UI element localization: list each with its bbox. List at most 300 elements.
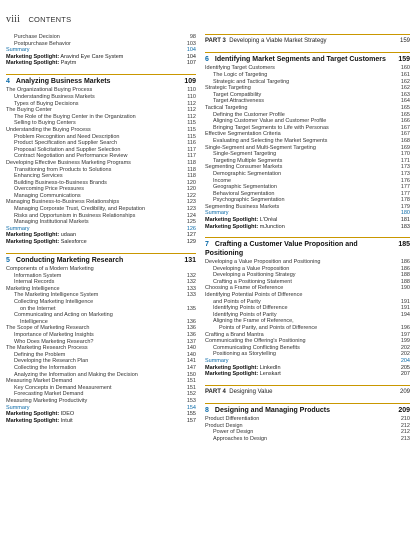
toc-subsection-entry[interactable] — [205, 266, 410, 273]
toc-subsection-entry[interactable] — [6, 101, 196, 108]
page-ref: 173 — [400, 170, 410, 177]
toc-subsection-entry[interactable] — [6, 292, 196, 299]
spotlight-label: Marketing Spotlight: — [205, 217, 259, 224]
page-ref: 116 — [187, 140, 196, 147]
page-ref: 210 — [400, 416, 410, 423]
page-ref: 118 — [187, 159, 196, 166]
toc-subsection-entry[interactable] — [205, 72, 410, 79]
entry-title: Evaluating and Selecting the Market Segments — [213, 137, 328, 144]
entry-title: Communicating and Acting on Marketing — [14, 312, 113, 319]
entry-title: Contract Negotiation and Performance Review — [14, 153, 128, 160]
chapter-title — [6, 257, 180, 265]
spotlight-title: L'Oréal — [259, 217, 278, 224]
toc-subsection-entry[interactable] — [205, 151, 410, 158]
entry-title: Key Concepts in Demand Measurement — [14, 384, 112, 391]
page-ref: 98 — [189, 34, 196, 40]
page-ref: 186 — [400, 259, 410, 266]
entry-title: Managing Institutional Markets — [14, 219, 89, 226]
page-ref: 177 — [400, 184, 410, 191]
toc-section-entry[interactable] — [6, 160, 196, 167]
entry-title: The Organizational Buying Process — [6, 87, 93, 94]
page-ref: 110 — [187, 93, 196, 100]
chapter-heading[interactable] — [205, 403, 410, 415]
chapter-title — [6, 78, 180, 86]
toc-subsection-entry[interactable] — [205, 171, 410, 178]
spotlight-label: Marketing Spotlight: — [6, 239, 60, 246]
page-ref: 104 — [186, 53, 196, 60]
toc-subsection-entry[interactable] — [205, 351, 410, 358]
spotlight-label: Marketing Spotlight: — [6, 411, 60, 418]
page-ref: 204 — [400, 357, 410, 364]
part-heading[interactable] — [205, 385, 410, 396]
spotlight-title: Salesforce — [60, 239, 87, 246]
entry-title: Developing a Value Proposition and Positioning — [205, 259, 321, 266]
marketing-spotlight-entry[interactable] — [6, 239, 196, 246]
marketing-spotlight-entry[interactable] — [205, 371, 410, 378]
spotlight-label: Marketing Spotlight: — [205, 223, 259, 230]
entry-title: Intelligence — [20, 318, 48, 325]
entry-title: Defining the Customer Profile — [213, 111, 285, 118]
summary-entry[interactable] — [205, 210, 410, 217]
page-ref: 122 — [186, 192, 196, 199]
chapter-title-text: Analyzing Business Markets — [15, 77, 111, 85]
chapter-heading[interactable] — [205, 52, 410, 64]
page-ref: 194 — [400, 311, 410, 318]
chapter-title — [205, 241, 394, 258]
spotlight-label: Marketing Spotlight: — [6, 60, 60, 67]
toc-subsection-entry[interactable] — [6, 134, 196, 141]
toc-subsection-entry[interactable] — [6, 186, 196, 193]
entry-title: Information System — [14, 272, 62, 279]
toc-subsection-entry[interactable] — [6, 213, 196, 220]
entry-title: Geographic Segmentation — [213, 184, 277, 191]
page-ref: 163 — [400, 91, 410, 98]
page-ref: 161 — [400, 72, 410, 78]
toc-subsection-entry[interactable] — [205, 178, 410, 185]
page-ref: 183 — [400, 223, 410, 230]
page-ref: 120 — [186, 186, 196, 193]
toc-subsection-entry[interactable] — [205, 272, 410, 279]
entry-title: Power of Design — [213, 429, 254, 436]
toc-subsection-entry[interactable] — [6, 147, 196, 154]
page-ref: 147 — [186, 364, 196, 371]
toc-section-entry[interactable] — [205, 292, 410, 299]
page-ref: 133 — [186, 292, 196, 299]
toc-section-entry[interactable] — [205, 164, 410, 171]
toc-section-entry[interactable] — [205, 332, 410, 339]
toc-subsection-entry[interactable] — [205, 92, 410, 99]
toc-section-entry[interactable] — [6, 286, 196, 293]
chapter-heading[interactable] — [205, 237, 410, 258]
toc-subsection-entry[interactable] — [6, 219, 196, 226]
part-title — [205, 38, 327, 45]
toc-subsection-entry[interactable] — [6, 193, 196, 200]
page-ref: 165 — [400, 111, 410, 118]
marketing-spotlight-entry[interactable] — [6, 411, 196, 418]
toc-subsection-entry[interactable] — [6, 94, 196, 101]
toc-subsection-entry[interactable] — [205, 279, 410, 286]
page-ref: 171 — [400, 157, 410, 164]
page-ref: 186 — [400, 265, 410, 272]
entry-title: Identifying Target Customers — [205, 65, 275, 72]
toc-subsection-entry[interactable] — [6, 365, 196, 372]
page-ref: 199 — [400, 338, 410, 345]
page-ref: 157 — [186, 417, 196, 424]
page-ref: 132 — [186, 279, 196, 286]
entry-title: Bringing Target Segments to Life with Personas — [213, 124, 329, 131]
page-ref: 159 — [398, 56, 410, 63]
page-ref: 202 — [400, 351, 410, 358]
toc-section-entry[interactable] — [205, 259, 410, 266]
toc-subsection-entry[interactable] — [6, 372, 196, 379]
marketing-spotlight-entry[interactable] — [6, 60, 196, 67]
toc-subsection-entry[interactable] — [205, 138, 410, 145]
entry-title: Developing Effective Business Marketing Programs — [6, 159, 131, 166]
toc-subsection-entry[interactable] — [6, 319, 196, 326]
page-ref: 127 — [186, 232, 196, 239]
page-ref: 191 — [400, 298, 410, 305]
page-ref: 162 — [400, 85, 410, 92]
page-ref: 173 — [400, 164, 410, 171]
entry-title: The Role of the Buying Center in the Organization — [14, 113, 136, 120]
page-ref: 202 — [400, 344, 410, 351]
entry-title: Identifying Points of Parity — [213, 311, 277, 318]
entry-title: Segmenting Consumer Markets — [205, 164, 283, 171]
entry-title: Problem Recognition and Need Description — [14, 133, 120, 140]
part-label: PART 4 — [205, 388, 226, 395]
page-ref: 209 — [398, 406, 410, 414]
page-ref: 117 — [187, 153, 196, 160]
entry-title: Demographic Segmentation — [213, 170, 282, 177]
chapter-number: 6 — [205, 56, 209, 63]
entry-title: Managing Communications — [14, 192, 81, 199]
entry-title: Effective Segmentation Criteria — [205, 131, 281, 138]
entry-title: Strategic Targeting — [205, 85, 251, 92]
chapter-number: 8 — [205, 406, 209, 414]
toc-subsection-entry[interactable] — [6, 385, 196, 392]
page-ref: 185 — [398, 241, 410, 249]
page-ref: 123 — [186, 199, 196, 206]
entry-title: Forecasting Market Demand — [14, 391, 84, 398]
page-ref: 168 — [400, 137, 410, 144]
page-ref: 167 — [400, 124, 410, 131]
page-ref: 190 — [400, 285, 410, 292]
toc-section-entry[interactable] — [6, 266, 196, 273]
toc-subsection-entry[interactable] — [6, 140, 196, 147]
page-ref: 151 — [186, 378, 196, 385]
entry-title: Targeting Multiple Segments — [213, 157, 283, 164]
entry-title: Identifying Points of Difference — [213, 305, 288, 312]
toc-subsection-entry[interactable] — [6, 167, 196, 174]
page-ref: 107 — [186, 60, 196, 67]
chapter-title-text: Conducting Marketing Research — [15, 256, 124, 264]
chapter-number: 7 — [205, 241, 209, 249]
entry-title: Tactical Targeting — [205, 104, 248, 111]
entry-title: Crafting a Brand Mantra — [205, 331, 264, 338]
toc-subsection-entry[interactable] — [6, 120, 196, 127]
page-ref: 115 — [187, 126, 196, 133]
toc-section-entry[interactable] — [205, 423, 410, 430]
page-ref: 177 — [400, 190, 410, 197]
toc-left-column — [6, 34, 196, 424]
spotlight-title: Paytm — [60, 60, 77, 67]
page-ref: 117 — [187, 146, 196, 153]
entry-title: Communicating the Offering's Positioning — [205, 338, 306, 345]
page-ref: 179 — [400, 203, 410, 210]
entry-title: Product Specification and Supplier Search — [14, 140, 118, 147]
page-ref: 169 — [400, 144, 410, 151]
toc-section-entry[interactable] — [205, 65, 410, 72]
page-ref: 140 — [186, 345, 196, 352]
toc-subsection-entry[interactable] — [6, 312, 196, 319]
entry-title: Strategic and Tactical Targeting — [213, 78, 290, 85]
toc-subsection-entry[interactable] — [6, 114, 196, 121]
part-title-text: Developing a Viable Market Strategy — [229, 38, 327, 44]
entry-title: Proposal Solicitation and Supplier Selection — [14, 146, 121, 153]
toc-subsection-entry[interactable] — [6, 391, 196, 398]
spotlight-title: mJunction — [259, 223, 285, 230]
page-ref: 209 — [399, 388, 410, 395]
page-ref: 197 — [400, 331, 410, 338]
marketing-spotlight-entry[interactable] — [205, 365, 410, 372]
entry-title: Measuring Marketing Productivity — [6, 397, 88, 404]
toc-subsection-entry[interactable] — [205, 305, 410, 312]
entry-title: Importance of Marketing Insights — [14, 331, 94, 338]
toc-subsection-entry[interactable] — [205, 118, 410, 125]
entry-title: Purchase Decision — [14, 34, 60, 40]
page-ref: 196 — [400, 325, 410, 331]
toc-subsection-entry[interactable] — [205, 318, 410, 325]
toc-subsection-entry[interactable] — [6, 273, 196, 280]
spotlight-label: Marketing Spotlight: — [6, 53, 60, 60]
chapter-title — [205, 407, 394, 415]
entry-title: Product Design — [205, 422, 243, 429]
page-ref: 154 — [186, 404, 196, 411]
marketing-spotlight-entry[interactable] — [205, 217, 410, 224]
page-ref: 166 — [400, 118, 410, 125]
page-header — [6, 14, 71, 25]
entry-title: Aligning the Frame of Reference, — [213, 318, 294, 325]
chapter-heading[interactable] — [6, 74, 196, 86]
spotlight-label: Marketing Spotlight: — [205, 371, 259, 378]
toc-right-column — [205, 34, 410, 443]
summary-entry[interactable] — [205, 358, 410, 365]
page-ref: 162 — [400, 78, 410, 85]
toc-subsection-entry[interactable] — [205, 184, 410, 191]
entry-title: Summary — [6, 404, 30, 411]
page-ref: 155 — [186, 411, 196, 418]
chapter-title-text: Crafting a Customer Value Proposition and Positioning — [205, 241, 358, 257]
toc-subsection-entry[interactable] — [205, 98, 410, 105]
page-ref: 153 — [186, 397, 196, 404]
entry-title: Summary — [205, 357, 229, 364]
chapter-title-text: Identifying Market Segments and Target Customers — [214, 56, 386, 63]
page-ref: 150 — [186, 371, 196, 378]
page-ref: 140 — [186, 351, 196, 358]
toc-subsection-entry[interactable] — [6, 358, 196, 365]
entry-title: The Logic of Targeting — [213, 72, 268, 78]
toc-section-entry[interactable] — [205, 285, 410, 292]
toc-subsection-entry[interactable] — [205, 312, 410, 319]
entry-title: Measuring Market Demand — [6, 378, 73, 385]
toc-section-entry[interactable] — [205, 85, 410, 92]
entry-title: Enhancing Services — [14, 173, 63, 180]
entry-title: Choosing a Frame of Reference — [205, 285, 284, 292]
page-ref: 170 — [400, 151, 410, 158]
toc-subsection-entry[interactable] — [6, 332, 196, 339]
toc-section-entry[interactable] — [6, 325, 196, 332]
running-head: CONTENTS — [28, 15, 72, 24]
toc-section-entry[interactable] — [6, 345, 196, 352]
page-ref: 126 — [186, 225, 196, 232]
page-ref: 188 — [400, 272, 410, 279]
toc-subsection-entry[interactable] — [205, 191, 410, 198]
part-label: PART 3 — [205, 38, 226, 44]
toc-subsection-entry[interactable] — [6, 306, 196, 313]
page-ref: 129 — [186, 239, 196, 246]
spotlight-title: Aravind Eye Care System — [60, 53, 124, 60]
toc-section-entry[interactable] — [205, 145, 410, 152]
marketing-spotlight-entry[interactable] — [6, 232, 196, 239]
page-ref: 118 — [187, 166, 196, 173]
toc-section-entry[interactable] — [6, 398, 196, 405]
chapter-heading[interactable] — [6, 253, 196, 265]
part-heading[interactable] — [205, 34, 410, 45]
marketing-spotlight-entry[interactable] — [6, 54, 196, 61]
toc-subsection-entry[interactable] — [205, 197, 410, 204]
page-ref: 118 — [187, 173, 196, 180]
page-ref: 112 — [187, 100, 196, 107]
summary-entry[interactable] — [6, 47, 196, 54]
toc-subsection-entry[interactable] — [205, 112, 410, 119]
toc-subsection-entry[interactable] — [6, 279, 196, 286]
toc-subsection-entry[interactable] — [205, 325, 410, 332]
entry-title: Summary — [205, 210, 229, 217]
toc-subsection-entry[interactable] — [205, 79, 410, 86]
toc-section-entry[interactable] — [205, 416, 410, 423]
toc-section-entry[interactable] — [205, 131, 410, 138]
marketing-spotlight-entry[interactable] — [6, 418, 196, 425]
page-ref: 212 — [400, 429, 410, 436]
toc-section-entry[interactable] — [6, 87, 196, 94]
toc-subsection-entry[interactable] — [6, 339, 196, 346]
toc-subsection-entry[interactable] — [205, 436, 410, 443]
entry-title: Collecting the Information — [14, 364, 77, 371]
page-ref: 125 — [186, 219, 196, 226]
entry-title: Building Business-to-Business Brands — [14, 179, 107, 186]
toc-section-entry[interactable] — [6, 378, 196, 385]
toc-subsection-entry[interactable] — [205, 345, 410, 352]
toc-section-entry[interactable] — [205, 338, 410, 345]
entry-title: Developing the Research Plan — [14, 358, 89, 365]
page-ref: 109 — [184, 77, 196, 85]
page-ref: 136 — [186, 325, 196, 332]
page-ref: 213 — [400, 435, 410, 442]
toc-subsection-entry[interactable] — [6, 206, 196, 213]
entry-title: Single-Segment Targeting — [213, 151, 277, 158]
toc-subsection-entry[interactable] — [205, 429, 410, 436]
page-ref: 167 — [400, 131, 410, 138]
entry-title: Marketing Intelligence — [6, 285, 60, 292]
toc-subsection-entry[interactable] — [6, 173, 196, 180]
toc-section-entry[interactable] — [6, 199, 196, 206]
part-title — [205, 389, 273, 396]
summary-entry[interactable] — [6, 226, 196, 233]
entry-title: Target Attractiveness — [213, 98, 265, 105]
summary-entry[interactable] — [6, 405, 196, 412]
page-ref: 136 — [186, 331, 196, 338]
page-ref: 131 — [184, 256, 196, 264]
toc-section-entry[interactable] — [205, 204, 410, 211]
entry-title: Selling to Buying Centers — [14, 120, 76, 127]
page-ref: 137 — [186, 338, 196, 345]
entry-title: Identifying Potential Points of Difference — [205, 292, 303, 299]
page-ref: 104 — [186, 47, 196, 54]
entry-title: Managing Corporate Trust, Credibility, and Reputation — [14, 206, 146, 213]
entry-title: Transitioning from Products to Solutions — [14, 166, 112, 173]
spotlight-title: IDEO — [60, 411, 75, 418]
entry-title: Approaches to Design — [213, 435, 268, 442]
spotlight-title: Lenskart — [259, 371, 281, 378]
spotlight-label: Marketing Spotlight: — [205, 364, 259, 371]
chapter-number: 4 — [6, 77, 10, 85]
spotlight-title: LinkedIn — [259, 364, 281, 371]
entry-title: Single-Segment and Multi-Segment Targeting — [205, 144, 316, 151]
toc-subsection-entry[interactable] — [205, 158, 410, 165]
entry-title: Defining the Problem — [14, 351, 66, 358]
toc-subsection-entry[interactable] — [6, 299, 196, 306]
entry-title: Who Does Marketing Research? — [14, 338, 94, 345]
toc-subsection-entry[interactable] — [6, 41, 196, 48]
page-ref: 112 — [187, 113, 196, 120]
toc-subsection-entry[interactable] — [6, 34, 196, 41]
toc-subsection-entry[interactable] — [205, 299, 410, 306]
toc-section-entry[interactable] — [6, 127, 196, 134]
entry-title: Points of Parity, and Points of Difference — [219, 325, 318, 331]
toc-section-entry[interactable] — [205, 105, 410, 112]
page-ref: 165 — [400, 104, 410, 111]
entry-title: Understanding the Buying Process — [6, 126, 91, 133]
entry-title: Summary — [6, 225, 30, 232]
toc-subsection-entry[interactable] — [6, 352, 196, 359]
page-ref: 141 — [186, 358, 196, 365]
entry-title: Income — [213, 177, 232, 184]
spotlight-label: Marketing Spotlight: — [6, 417, 60, 424]
page-ref: 191 — [400, 305, 410, 312]
spotlight-label: Marketing Spotlight: — [6, 232, 60, 239]
toc-subsection-entry[interactable] — [6, 153, 196, 160]
entry-title: The Marketing Research Process — [6, 345, 88, 352]
marketing-spotlight-entry[interactable] — [205, 224, 410, 231]
chapter-title — [205, 56, 394, 64]
entry-title: Segmenting Business Markets — [205, 203, 280, 210]
toc-subsection-entry[interactable] — [205, 125, 410, 132]
entry-title: Target Compatibility — [213, 91, 262, 98]
toc-subsection-entry[interactable] — [6, 180, 196, 187]
entry-title: Developing a Value Proposition — [213, 265, 290, 272]
page-ref: 176 — [400, 177, 410, 184]
entry-title: Product Differentiation — [205, 416, 260, 423]
page-ref: 152 — [186, 391, 196, 398]
entry-title: Risks and Opportunism in Business Relationships — [14, 212, 136, 219]
page-ref: 115 — [187, 133, 196, 140]
entry-title: Analyzing the Information and Making the Decision — [14, 371, 138, 378]
spotlight-title: Intuit — [60, 417, 73, 424]
entry-title: Understanding Business Markets — [14, 93, 95, 100]
toc-section-entry[interactable] — [6, 107, 196, 114]
page-ref: 135 — [186, 305, 196, 312]
page-ref: 151 — [186, 384, 196, 391]
